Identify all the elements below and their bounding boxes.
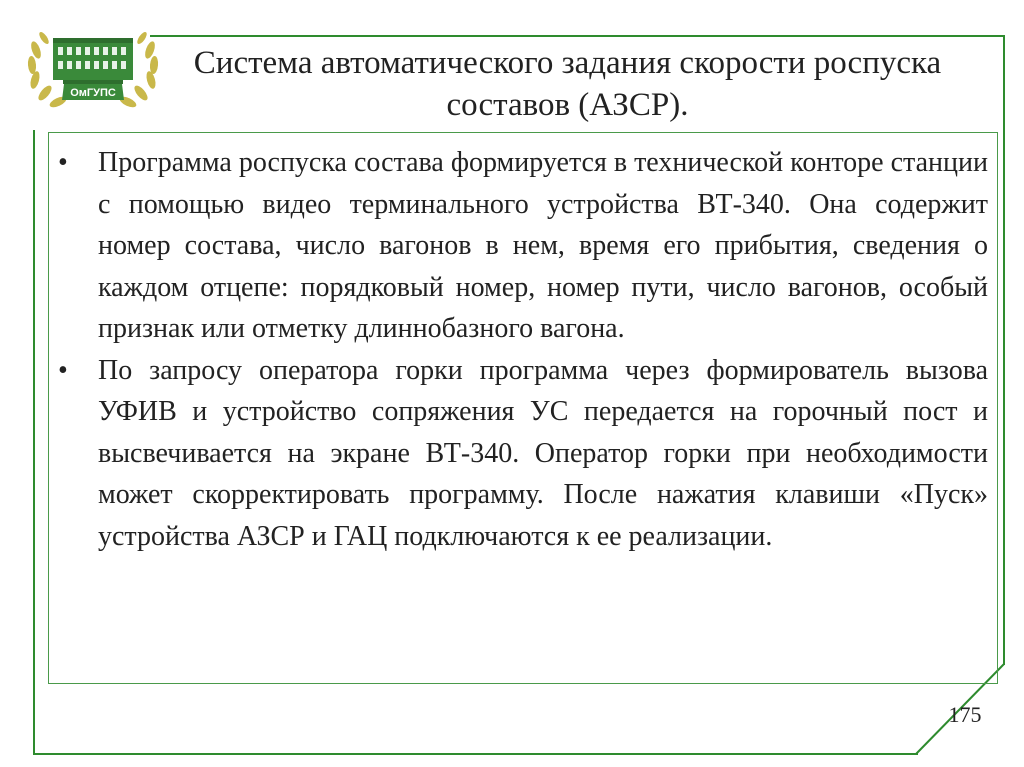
- bullet-text: По запросу оператора горки программа через формирователь вызова УФИВ и устройство сопряжения УС передается на горочный пост и высвечивается на экране ВТ-340. Оператор горки при необходимости может скорректировать программу. После нажатия клавиши «Пуск» устройства АЗСР и ГАЦ подключаются к ее реализации.: [98, 354, 988, 552]
- page-number: 175: [948, 702, 982, 727]
- bullet-text: Программа роспуска состава формируется в технической конторе станции с помощью видео терминального устройства ВТ-340. Она содержит номер состава, число вагонов в нем, время его прибытия, сведения о каждом отцепе: порядковый номер, номер пути, число вагонов, особый признак или отметку длиннобазного вагона.: [98, 147, 988, 344]
- laurel-building-icon: [18, 20, 168, 112]
- bullet-item: [58, 350, 988, 558]
- bullet-list: [58, 142, 988, 557]
- slide-title: Система автоматического задания скорости роспуска составов (АЗСР).: [193, 45, 942, 123]
- bullet-marker: •: [58, 354, 68, 386]
- bullet-item: [58, 142, 988, 350]
- bullet-marker: •: [58, 147, 68, 178]
- logo-text: ОмГУПС: [70, 87, 116, 99]
- university-logo: [18, 20, 168, 112]
